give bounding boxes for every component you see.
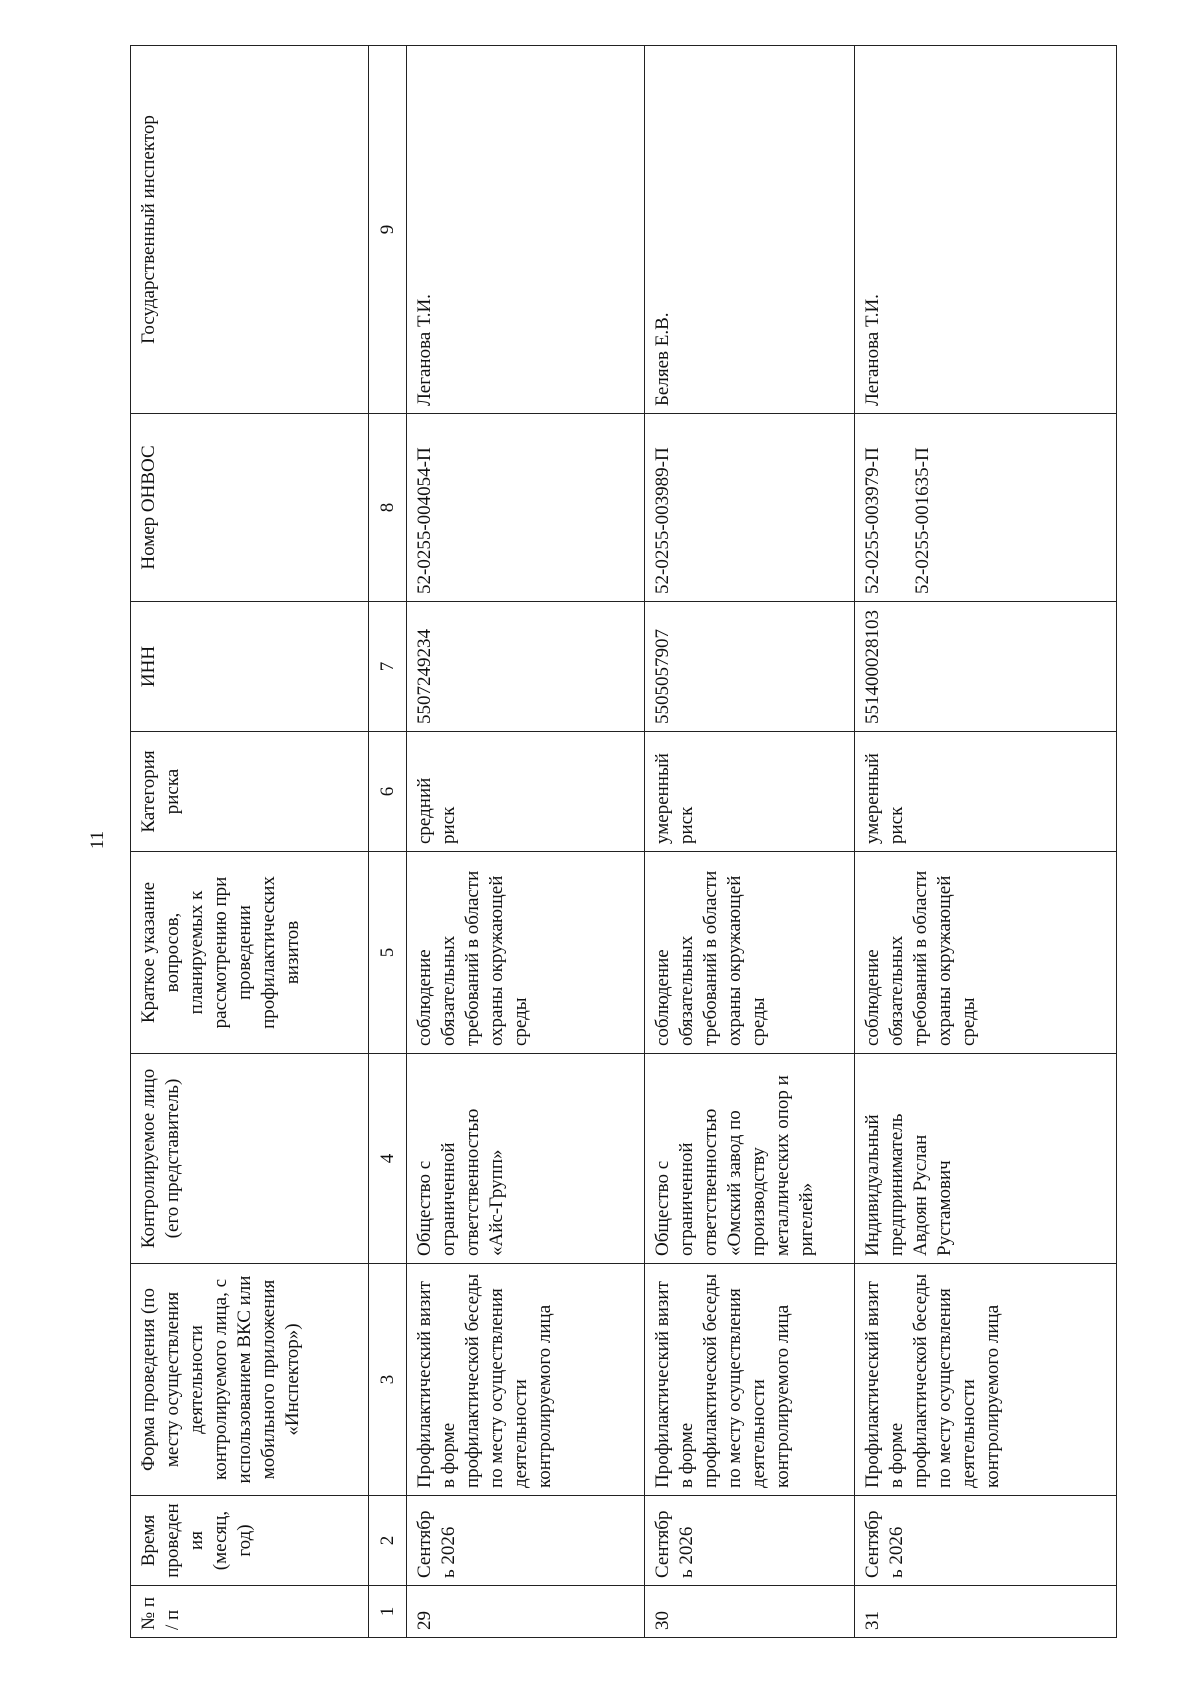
- table-row: [407, 46, 645, 1638]
- row-controlled-person: Общество с ограниченной ответственностью «Омский завод по производству металлических опор и ригелей»: [645, 1054, 855, 1264]
- page-number: [85, 818, 111, 862]
- row-number: 29: [407, 1586, 645, 1638]
- page-number-text: 11: [86, 830, 108, 850]
- onvos-number-text: 52-0255-001635-П: [912, 447, 933, 594]
- row-time: Сентябрь 2026: [855, 1496, 1117, 1586]
- row-risk-category: средний риск: [407, 732, 645, 852]
- column-number: 9: [369, 46, 407, 414]
- row-time: Сентябрь 2026: [407, 1496, 645, 1586]
- header-questions: Краткое указание вопросов, планируемых к рассмотрению при проведении профилактических визитов: [131, 852, 369, 1054]
- header-time: Время проведения (месяц, год): [131, 1496, 369, 1586]
- inspection-plan-table-frame: [130, 46, 1116, 1638]
- row-questions: соблюдение обязательных требований в области охраны окружающей среды: [407, 852, 645, 1054]
- table-row: [855, 46, 1117, 1638]
- row-risk-category: умеренный риск: [855, 732, 1117, 852]
- column-number: 2: [369, 1496, 407, 1586]
- onvos-number-text: 52-0255-003989-П: [652, 447, 673, 594]
- row-inn: 551400028103: [855, 602, 1117, 732]
- column-number: 3: [369, 1264, 407, 1496]
- row-questions: соблюдение обязательных требований в области охраны окружающей среды: [855, 852, 1117, 1054]
- column-number: 1: [369, 1586, 407, 1638]
- row-onvos-number: [407, 414, 645, 602]
- onvos-number-text: 52-0255-003979-П: [862, 447, 883, 594]
- column-number: 8: [369, 414, 407, 602]
- header-onvos-number: Номер ОНВОС: [131, 414, 369, 602]
- row-form: Профилактический визит в форме профилактической беседы по месту осуществления деятельности контролируемого лица: [645, 1264, 855, 1496]
- row-inn: 5507249234: [407, 602, 645, 732]
- row-questions: соблюдение обязательных требований в области охраны окружающей среды: [645, 852, 855, 1054]
- row-onvos-number: [855, 414, 1117, 602]
- row-inspector: Леганова Т.И.: [855, 46, 1117, 414]
- row-controlled-person: Общество с ограниченной ответственностью «Айс-Групп»: [407, 1054, 645, 1264]
- row-number: 30: [645, 1586, 855, 1638]
- row-onvos-number: [645, 414, 855, 602]
- onvos-number-text: 52-0255-004054-П: [414, 447, 435, 594]
- row-inn: 5505057907: [645, 602, 855, 732]
- header-inspector: Государственный инспектор: [131, 46, 369, 414]
- column-number: 4: [369, 1054, 407, 1264]
- row-controlled-person: Индивидуальный предприниматель Авдоян Руслан Рустамович: [855, 1054, 1117, 1264]
- row-form: Профилактический визит в форме профилактической беседы по месту осуществления деятельности контролируемого лица: [855, 1264, 1117, 1496]
- row-risk-category: умеренный риск: [645, 732, 855, 852]
- column-number: 7: [369, 602, 407, 732]
- row-inspector: Леганова Т.И.: [407, 46, 645, 414]
- column-number: 5: [369, 852, 407, 1054]
- table-row: [645, 46, 855, 1638]
- column-number: 6: [369, 732, 407, 852]
- header-no: № п / п: [131, 1586, 369, 1638]
- header-risk-category: Категория риска: [131, 732, 369, 852]
- row-inspector: Беляев Е.В.: [645, 46, 855, 414]
- row-time: Сентябрь 2026: [645, 1496, 855, 1586]
- header-inn: ИНН: [131, 602, 369, 732]
- column-number-row: [369, 46, 407, 1638]
- header-form: Форма проведения (по месту осуществления деятельности контролируемого лица, с использованием ВКС или мобильного приложения «Инспектор»): [131, 1264, 369, 1496]
- inspection-plan-table-rotated: [130, 46, 1116, 1638]
- inspection-plan-table: [130, 45, 1117, 1638]
- header-controlled-person: Контролируемое лицо (его представитель): [131, 1054, 369, 1264]
- row-form: Профилактический визит в форме профилактической беседы по месту осуществления деятельности контролируемого лица: [407, 1264, 645, 1496]
- header-row: [131, 46, 369, 1638]
- row-number: 31: [855, 1586, 1117, 1638]
